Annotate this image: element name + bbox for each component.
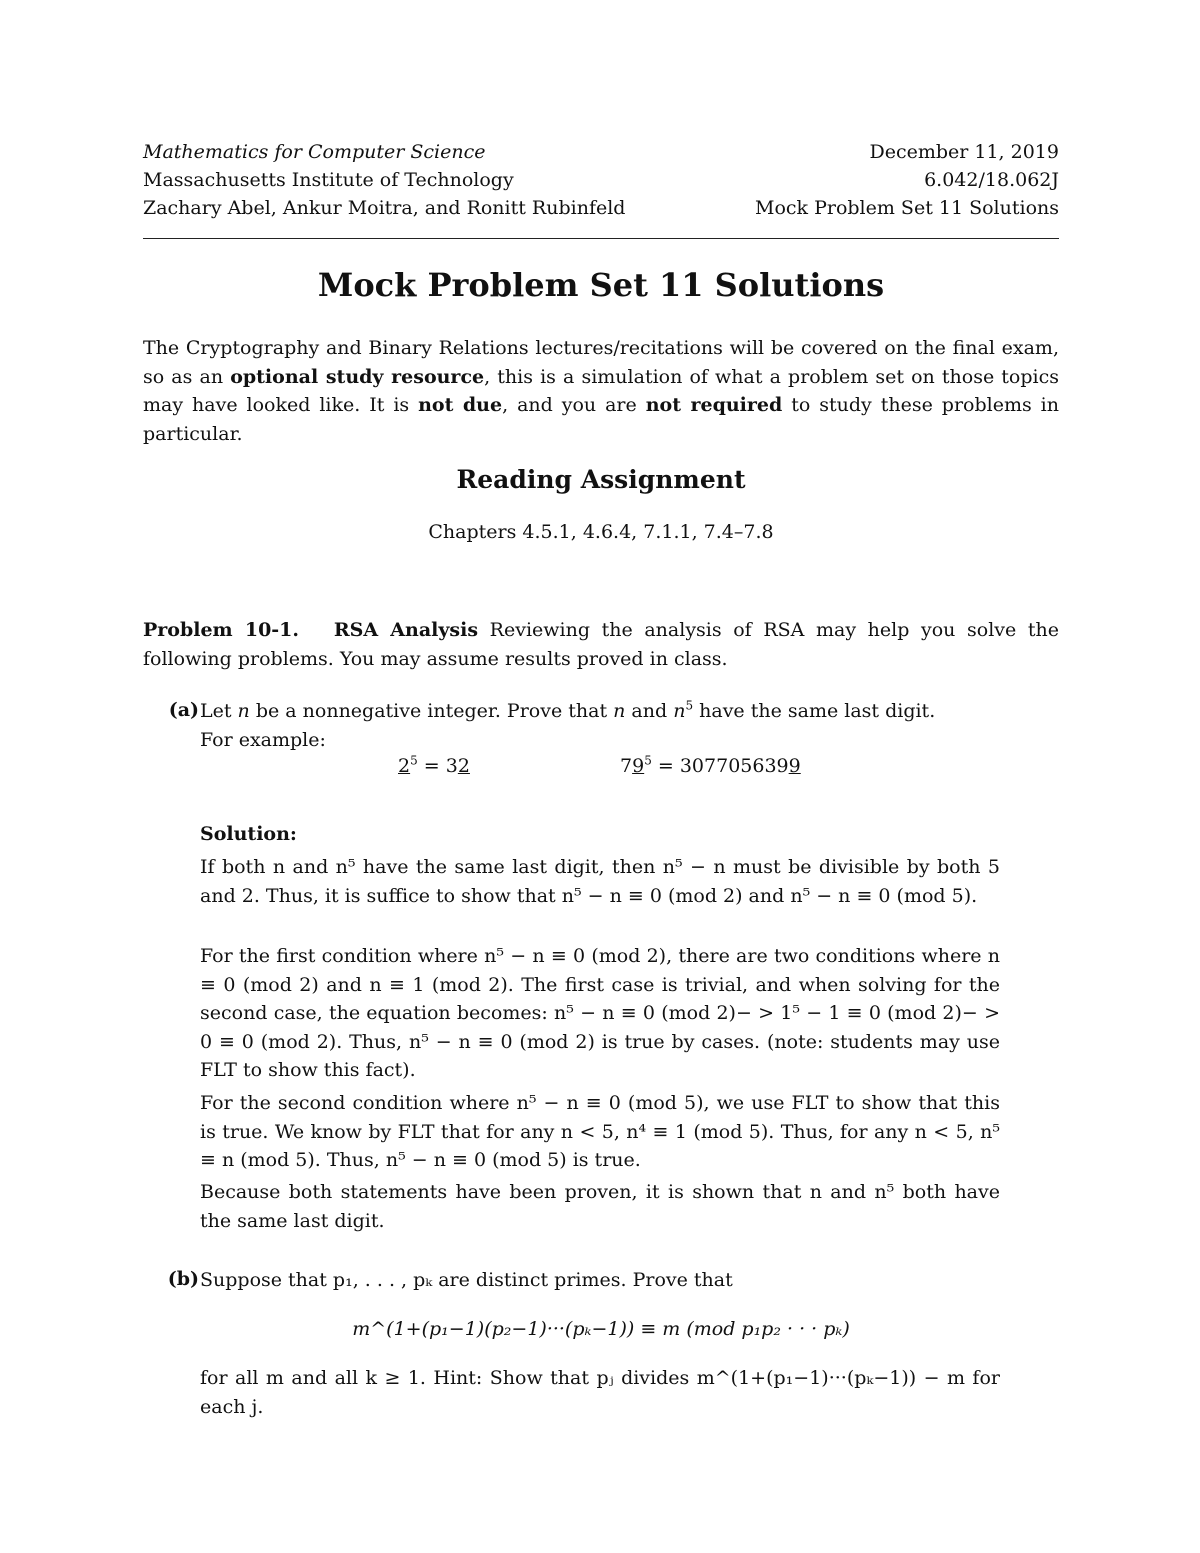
var-n: n: [237, 700, 250, 722]
intro-text-1: The Cryptography and Binary Relations lectures/recitations will be covered on the final exam, so as an: [143, 337, 1059, 388]
example-2: [620, 755, 801, 777]
part-a-text-2: be a nonnegative integer. Prove that: [249, 700, 614, 722]
intro-bold-2: not due: [418, 394, 503, 416]
page-title: Mock Problem Set 11 Solutions: [317, 266, 885, 304]
problem-statement: [143, 616, 1059, 673]
intro-bold-1: optional study resource: [230, 365, 485, 388]
ex2-base-last: 9: [632, 755, 645, 777]
doc-subtitle: Mock Problem Set 11 Solutions: [755, 197, 1059, 219]
course-number: 6.042/18.062J: [924, 169, 1059, 191]
ex2-base: 7: [620, 755, 633, 777]
part-b-equation: m^(1+(p₁−1)(p₂−1)···(pₖ−1)) ≡ m (mod p₁p₂ · · · pₖ): [352, 1318, 850, 1340]
ex1-exp: 5: [410, 753, 418, 768]
intro-paragraph: [143, 334, 1059, 448]
solution-para-1: If both n and n⁵ have the same last digit, then n⁵ − n must be divisible by both 5 and 2. Thus, it is suffice to show that n⁵ − n ≡ 0 (mod 2) and n⁵ − n ≡ 0 (mod 5).: [200, 856, 1000, 907]
authors: Zachary Abel, Ankur Moitra, and Ronitt Rubinfeld: [143, 197, 626, 219]
part-a-statement: [200, 697, 1000, 754]
header-rule: [143, 238, 1059, 239]
intro-bold-3: not required: [645, 394, 783, 416]
reading-heading: Reading Assignment: [456, 465, 746, 494]
ex2-exp: 5: [644, 753, 652, 768]
ex1-rhs-last: 2: [457, 755, 470, 777]
ex1-rhs: = 3: [423, 755, 458, 777]
part-a-label: (a): [168, 699, 199, 721]
reading-chapters: Chapters 4.5.1, 4.6.4, 7.1.1, 7.4–7.8: [428, 521, 774, 543]
part-b-statement: Suppose that p₁, . . . , pₖ are distinct primes. Prove that: [200, 1269, 733, 1291]
ex1-base: 2: [398, 755, 411, 777]
solution-label: Solution:: [200, 823, 297, 845]
problem-text: Reviewing the analysis of RSA may help you solve the following problems. You may assume results proved in class.: [143, 619, 1059, 670]
solution-para-2: For the first condition where n⁵ − n ≡ 0 (mod 2), there are two conditions where n ≡ 0 (mod 2) and n ≡ 1 (mod 2). The first case is trivial, and when solving for the second case, the equation becomes: n⁵ − n ≡ 0 (mod 2)− > 1⁵ − 1 ≡ 0 (mod 2)− > 0 ≡ 0 (mod 2). Thus, n⁵ − n ≡ 0 (mod 2) is true by cases. (note: students may use FLT to show this fact).: [200, 945, 1000, 1081]
intro-text-4: to study these problems in particular.: [143, 394, 1059, 445]
solution-para-4: Because both statements have been proven, it is shown that n and n⁵ both have the same last digit.: [200, 1181, 1000, 1232]
solution-para-3: For the second condition where n⁵ − n ≡ 0 (mod 5), we use FLT to show that this is true. We know by FLT that for any n < 5, n⁴ ≡ 1 (mod 5). Thus, for any n < 5, n⁵ ≡ n (mod 5). Thus, n⁵ − n ≡ 0 (mod 5) is true.: [200, 1092, 1000, 1171]
part-b-hint: for all m and all k ≥ 1. Hint: Show that pⱼ divides m^(1+(p₁−1)···(pₖ−1)) − m for each j.: [200, 1367, 1000, 1418]
exp-5: 5: [685, 698, 694, 713]
problem-name: RSA Analysis: [333, 619, 479, 641]
part-a-text-4: have the same last digit.: [693, 700, 936, 722]
ex2-rhs-last: 9: [788, 755, 801, 777]
part-b-label: (b): [167, 1268, 199, 1290]
part-a-text-1: Let: [200, 700, 238, 722]
date: December 11, 2019: [869, 141, 1059, 163]
problem-label: Problem 10-1.: [143, 619, 300, 641]
example-1: [398, 755, 470, 777]
intro-text-3: , and you are: [502, 394, 646, 416]
ex2-rhs: = 307705639: [657, 755, 789, 777]
part-a-text-3: and: [625, 700, 674, 722]
var-n: n: [613, 700, 626, 722]
course-title: Mathematics for Computer Science: [143, 141, 486, 163]
for-example: For example:: [200, 728, 326, 751]
institution: Massachusetts Institute of Technology: [143, 169, 514, 191]
intro-text-2: , this is a simulation of what a problem set on those topics may have looked like. It is: [143, 365, 1060, 416]
var-n: n: [673, 700, 686, 722]
